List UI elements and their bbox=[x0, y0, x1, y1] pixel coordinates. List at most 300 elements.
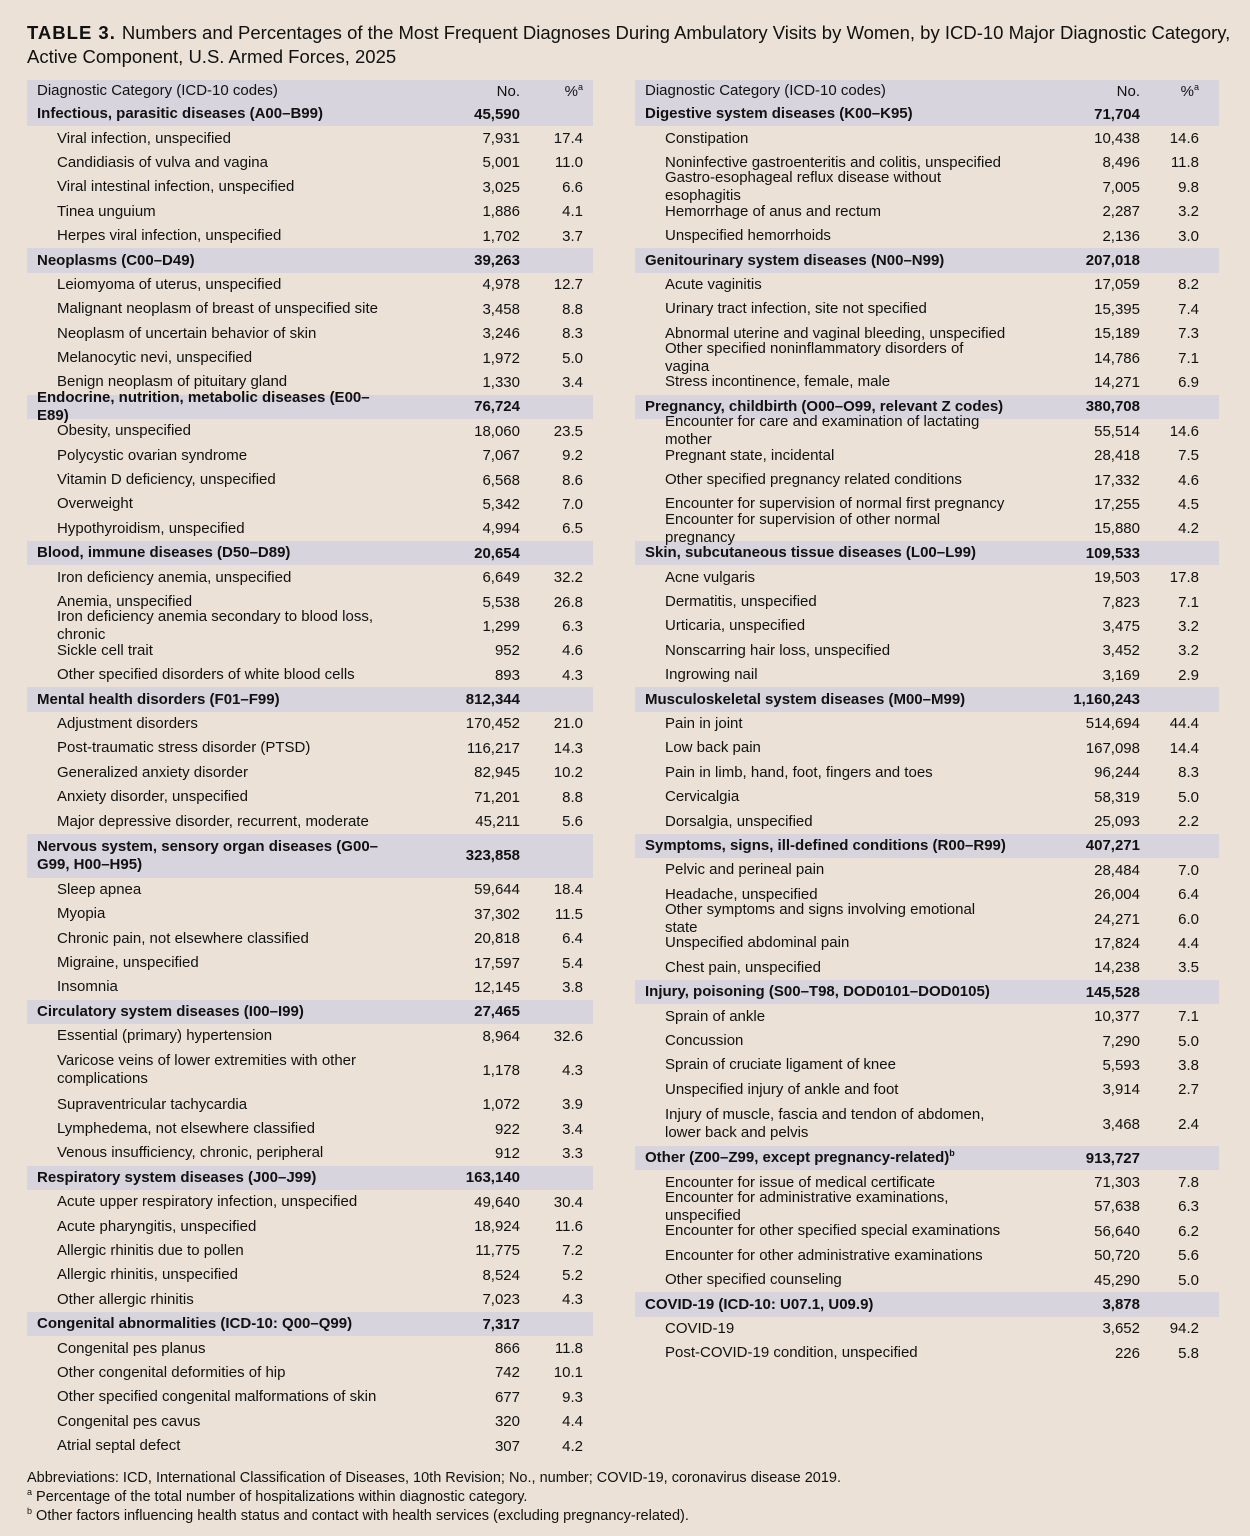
diagnosis-row bbox=[27, 200, 593, 224]
diagnosis-name: Polycystic ovarian syndrome bbox=[57, 446, 248, 464]
diagnosis-count: 866 bbox=[494, 1340, 520, 1358]
diagnosis-name: Herpes viral infection, unspecified bbox=[57, 227, 282, 245]
diagnosis-name: Chest pain, unspecified bbox=[665, 958, 821, 976]
diagnosis-percent: 4.3 bbox=[562, 1291, 583, 1309]
diagnosis-percent: 6.3 bbox=[562, 617, 583, 635]
diagnosis-percent: 23.5 bbox=[553, 422, 583, 440]
diagnosis-name: Injury of muscle, fascia and tendon of abdomen, lower back and pelvis bbox=[665, 1106, 985, 1142]
diagnosis-count: 3,025 bbox=[482, 178, 520, 196]
diagnosis-row bbox=[635, 224, 1219, 248]
category-label: Other (Z00–Z99, except pregnancy-related) bbox=[645, 1149, 950, 1167]
diagnosis-count: 3,468 bbox=[1102, 1115, 1140, 1133]
category-label: Pregnancy, childbirth (O00–O99, relevant Z codes) bbox=[645, 397, 1004, 415]
diagnosis-percent: 5.8 bbox=[1178, 1344, 1199, 1362]
diagnosis-count: 307 bbox=[494, 1437, 520, 1455]
footnote-abbreviations: Abbreviations: ICD, International Classification of Diseases, 10th Revision; No., number; COVID-19, coronavirus disease 2019. bbox=[27, 1470, 842, 1486]
category-row bbox=[635, 980, 1219, 1004]
category-label: Endocrine, nutrition, metabolic diseases (E00–E89) bbox=[37, 388, 370, 424]
diagnosis-row bbox=[27, 1410, 593, 1434]
diagnosis-count: 14,271 bbox=[1094, 373, 1140, 391]
diagnosis-row bbox=[27, 1214, 593, 1238]
diagnosis-name: Cervicalgia bbox=[665, 788, 740, 806]
diagnosis-percent: 3.2 bbox=[1178, 617, 1199, 635]
header-category: Diagnostic Category (ICD-10 codes) bbox=[645, 82, 886, 99]
diagnosis-count: 17,824 bbox=[1094, 934, 1140, 952]
diagnosis-row bbox=[27, 175, 593, 199]
diagnosis-row bbox=[27, 273, 593, 297]
category-label: Symptoms, signs, ill-defined conditions (R00–R99) bbox=[645, 836, 1006, 854]
category-count: 39,263 bbox=[474, 252, 520, 270]
diagnosis-count: 17,059 bbox=[1094, 276, 1140, 294]
diagnosis-percent: 11.5 bbox=[554, 905, 583, 923]
diagnosis-row bbox=[27, 297, 593, 321]
diagnosis-percent: 5.0 bbox=[1178, 1032, 1199, 1050]
diagnosis-count: 922 bbox=[494, 1120, 520, 1138]
category-label: Mental health disorders (F01–F99) bbox=[37, 690, 280, 708]
category-label: Digestive system diseases (K00–K95) bbox=[645, 105, 913, 123]
diagnosis-row bbox=[635, 736, 1219, 760]
diagnosis-name: Benign neoplasm of pituitary gland bbox=[57, 373, 288, 391]
diagnosis-name: Other specified counseling bbox=[665, 1271, 842, 1289]
category-name bbox=[635, 1149, 1010, 1167]
diagnosis-name: Pain in joint bbox=[665, 714, 743, 732]
diagnosis-row bbox=[27, 951, 593, 975]
diagnosis-count: 3,652 bbox=[1102, 1320, 1140, 1338]
diagnosis-percent: 6.0 bbox=[1178, 910, 1199, 928]
header-number: No. bbox=[496, 82, 520, 100]
diagnosis-row bbox=[635, 1244, 1219, 1268]
diagnosis-count: 55,514 bbox=[1094, 422, 1140, 440]
diagnosis-name: Dermatitis, unspecified bbox=[665, 593, 817, 610]
diagnosis-row bbox=[27, 1361, 593, 1385]
diagnosis-name: Low back pain bbox=[665, 739, 761, 757]
diagnosis-count: 45,211 bbox=[475, 813, 520, 831]
diagnosis-percent: 11.8 bbox=[1170, 154, 1199, 172]
diagnosis-percent: 9.2 bbox=[562, 447, 583, 465]
category-count: 913,727 bbox=[1085, 1149, 1140, 1167]
diagnosis-count: 7,023 bbox=[482, 1291, 520, 1309]
diagnosis-count: 742 bbox=[494, 1364, 520, 1382]
category-row bbox=[635, 1146, 1219, 1170]
diagnosis-row bbox=[635, 785, 1219, 809]
category-count: 163,140 bbox=[465, 1169, 520, 1187]
diagnosis-count: 82,945 bbox=[474, 764, 520, 782]
diagnosis-name: Iron deficiency anemia, unspecified bbox=[57, 568, 292, 586]
diagnosis-row bbox=[27, 878, 593, 902]
category-count: 812,344 bbox=[465, 691, 520, 709]
footnote-b-mark: b bbox=[27, 1506, 33, 1517]
diagnosis-percent: 6.4 bbox=[562, 930, 583, 948]
diagnosis-percent: 7.2 bbox=[562, 1242, 583, 1260]
diagnosis-name: Lymphedema, not elsewhere classified bbox=[57, 1120, 315, 1138]
diagnosis-row bbox=[27, 126, 593, 150]
diagnosis-percent: 26.8 bbox=[553, 593, 583, 611]
footnote-a bbox=[27, 1488, 1227, 1507]
category-label: Injury, poisoning (S00–T98, DOD0101–DOD0105) bbox=[645, 983, 990, 1001]
diagnosis-percent: 8.3 bbox=[562, 325, 583, 343]
footnote-a-text: Percentage of the total number of hospitalizations within diagnostic category. bbox=[36, 1489, 528, 1505]
diagnosis-row bbox=[635, 565, 1219, 589]
diagnosis-row bbox=[27, 785, 593, 809]
diagnosis-count: 3,452 bbox=[1102, 642, 1140, 660]
diagnosis-percent: 7.1 bbox=[1178, 1008, 1199, 1026]
category-row bbox=[27, 1166, 593, 1190]
diagnosis-percent: 8.8 bbox=[562, 300, 583, 318]
diagnosis-percent: 17.4 bbox=[553, 130, 583, 148]
category-count: 27,465 bbox=[474, 1003, 520, 1021]
diagnosis-name: Congenital pes planus bbox=[57, 1339, 206, 1357]
category-name bbox=[635, 105, 1010, 123]
diagnosis-count: 116,217 bbox=[466, 739, 520, 757]
category-name bbox=[635, 544, 1010, 562]
diagnosis-row bbox=[635, 340, 1219, 376]
diagnosis-percent: 5.0 bbox=[1178, 788, 1199, 806]
diagnosis-row bbox=[635, 200, 1219, 224]
diagnosis-percent: 4.2 bbox=[562, 1437, 583, 1455]
category-name bbox=[27, 252, 380, 270]
header-percent-label: % bbox=[564, 82, 578, 100]
diagnosis-count: 167,098 bbox=[1085, 739, 1140, 757]
diagnosis-row bbox=[27, 1336, 593, 1360]
diagnosis-name: Anxiety disorder, unspecified bbox=[57, 788, 248, 806]
diagnosis-percent: 4.1 bbox=[562, 203, 583, 221]
diagnosis-percent: 7.8 bbox=[1178, 1174, 1199, 1192]
diagnosis-percent: 4.5 bbox=[1178, 495, 1199, 513]
category-name bbox=[635, 837, 1010, 855]
category-row bbox=[27, 687, 593, 711]
diagnosis-name: Urinary tract infection, site not specified bbox=[665, 300, 927, 318]
diagnosis-name: Other symptoms and signs involving emotional state bbox=[665, 901, 976, 937]
category-count: 380,708 bbox=[1085, 398, 1140, 416]
diagnosis-percent: 5.4 bbox=[562, 954, 583, 972]
diagnosis-percent: 3.3 bbox=[562, 1144, 583, 1162]
diagnosis-percent: 3.2 bbox=[1178, 203, 1199, 221]
diagnosis-count: 1,886 bbox=[482, 203, 520, 221]
diagnosis-name: Supraventricular tachycardia bbox=[57, 1095, 248, 1113]
diagnosis-row bbox=[27, 608, 593, 644]
diagnosis-count: 3,246 bbox=[482, 325, 520, 343]
diagnosis-name: Other specified pregnancy related conditions bbox=[665, 471, 962, 489]
diagnosis-percent: 6.2 bbox=[1178, 1222, 1199, 1240]
diagnosis-count: 170,452 bbox=[465, 715, 520, 733]
diagnosis-count: 50,720 bbox=[1094, 1247, 1140, 1265]
diagnosis-row bbox=[635, 663, 1219, 687]
diagnosis-percent: 4.3 bbox=[562, 1061, 583, 1079]
diagnosis-name: Congenital pes cavus bbox=[57, 1412, 201, 1430]
header-percent bbox=[520, 83, 593, 100]
diagnosis-percent: 3.0 bbox=[1178, 227, 1199, 245]
diagnosis-count: 20,818 bbox=[474, 930, 520, 948]
footnote-b bbox=[27, 1507, 1227, 1526]
diagnosis-count: 28,484 bbox=[1094, 861, 1140, 879]
category-label: Respiratory system diseases (J00–J99) bbox=[37, 1168, 317, 1186]
diagnosis-name: Generalized anxiety disorder bbox=[57, 763, 248, 781]
diagnosis-percent: 3.7 bbox=[562, 227, 583, 245]
diagnosis-row bbox=[27, 492, 593, 516]
diagnosis-name: Urticaria, unspecified bbox=[665, 617, 806, 635]
diagnosis-name: Myopia bbox=[57, 905, 106, 923]
diagnosis-percent: 7.1 bbox=[1178, 349, 1199, 367]
diagnosis-count: 19,503 bbox=[1094, 569, 1140, 587]
diagnosis-name: Atrial septal defect bbox=[57, 1437, 181, 1455]
diagnosis-row bbox=[635, 273, 1219, 297]
diagnosis-name: Neoplasm of uncertain behavior of skin bbox=[57, 324, 317, 342]
diagnosis-row bbox=[635, 590, 1219, 614]
diagnosis-count: 3,475 bbox=[1102, 617, 1140, 635]
diagnosis-row bbox=[27, 1288, 593, 1312]
diagnosis-percent: 3.5 bbox=[1178, 959, 1199, 977]
diagnosis-count: 1,972 bbox=[482, 349, 520, 367]
header-number: No. bbox=[1116, 82, 1140, 100]
diagnosis-percent: 94.2 bbox=[1169, 1320, 1199, 1338]
diagnosis-row bbox=[27, 1092, 593, 1116]
diagnosis-name: Hypothyroidism, unspecified bbox=[57, 519, 245, 537]
diagnosis-name: Other specified congenital malformations of skin bbox=[57, 1388, 377, 1406]
diagnosis-percent: 2.9 bbox=[1178, 666, 1199, 684]
diagnosis-percent: 2.2 bbox=[1178, 813, 1199, 831]
diagnosis-count: 8,524 bbox=[482, 1266, 520, 1284]
diagnosis-percent: 3.2 bbox=[1178, 642, 1199, 660]
diagnosis-name: Sleep apnea bbox=[57, 880, 142, 898]
diagnosis-count: 10,377 bbox=[1094, 1008, 1140, 1026]
diagnosis-name: Venous insufficiency, chronic, peripheral bbox=[57, 1144, 324, 1162]
diagnosis-name: Other allergic rhinitis bbox=[57, 1290, 194, 1308]
diagnosis-count: 71,201 bbox=[474, 788, 520, 806]
diagnosis-percent: 4.6 bbox=[1178, 471, 1199, 489]
diagnosis-count: 2,287 bbox=[1102, 203, 1140, 221]
category-name bbox=[27, 1169, 380, 1187]
diagnosis-percent: 2.4 bbox=[1178, 1115, 1199, 1133]
category-row bbox=[635, 541, 1219, 565]
diagnosis-count: 45,290 bbox=[1094, 1271, 1140, 1289]
diagnosis-count: 514,694 bbox=[1085, 715, 1140, 733]
diagnosis-name: Varicose veins of lower extremities with other complications bbox=[57, 1052, 357, 1088]
diagnosis-count: 8,964 bbox=[482, 1027, 520, 1045]
diagnosis-percent: 3.4 bbox=[562, 373, 583, 391]
diagnosis-count: 15,189 bbox=[1094, 325, 1140, 343]
diagnosis-row bbox=[635, 614, 1219, 638]
category-row bbox=[27, 102, 593, 126]
diagnosis-row bbox=[635, 1219, 1219, 1243]
diagnosis-name: Nonscarring hair loss, unspecified bbox=[665, 641, 891, 659]
diagnosis-percent: 11.0 bbox=[554, 154, 583, 172]
diagnosis-row bbox=[27, 322, 593, 346]
diagnosis-row bbox=[27, 1141, 593, 1165]
diagnosis-name: Insomnia bbox=[57, 978, 118, 996]
diagnosis-row bbox=[27, 1048, 593, 1092]
diagnosis-percent: 32.6 bbox=[553, 1027, 583, 1045]
diagnosis-name: Chronic pain, not elsewhere classified bbox=[57, 929, 309, 947]
diagnosis-row bbox=[635, 169, 1219, 205]
category-name bbox=[27, 105, 380, 123]
diagnosis-percent: 7.3 bbox=[1178, 325, 1199, 343]
diagnosis-count: 7,067 bbox=[482, 447, 520, 465]
diagnosis-percent: 7.0 bbox=[562, 495, 583, 513]
diagnosis-name: Acute vaginitis bbox=[665, 275, 762, 293]
category-label: Skin, subcutaneous tissue diseases (L00–L99) bbox=[645, 544, 976, 562]
diagnosis-name: Encounter for care and examination of lactating mother bbox=[665, 413, 980, 449]
diagnosis-percent: 30.4 bbox=[553, 1193, 583, 1211]
header-percent bbox=[1140, 83, 1219, 100]
diagnosis-name: Headache, unspecified bbox=[665, 885, 818, 903]
diagnosis-percent: 9.8 bbox=[1178, 178, 1199, 196]
header-percent-note: a bbox=[577, 81, 583, 92]
diagnosis-name: Melanocytic nevi, unspecified bbox=[57, 349, 253, 367]
category-row bbox=[27, 541, 593, 565]
category-row bbox=[27, 1000, 593, 1024]
diagnosis-row bbox=[27, 565, 593, 589]
diagnosis-percent: 7.5 bbox=[1178, 447, 1199, 465]
diagnosis-count: 49,640 bbox=[474, 1193, 520, 1211]
category-count: 45,590 bbox=[474, 105, 520, 123]
diagnosis-count: 7,931 bbox=[482, 130, 520, 148]
diagnosis-row bbox=[27, 1117, 593, 1141]
diagnosis-name: Leiomyoma of uterus, unspecified bbox=[57, 275, 282, 293]
diagnosis-name: Noninfective gastroenteritis and colitis, unspecified bbox=[665, 153, 1002, 171]
diagnosis-percent: 5.0 bbox=[1178, 1271, 1199, 1289]
diagnosis-count: 3,458 bbox=[482, 300, 520, 318]
category-label: Congenital abnormalities (ICD-10: Q00–Q99) bbox=[37, 1315, 353, 1333]
category-label: Neoplasms (C00–D49) bbox=[37, 251, 195, 269]
diagnosis-name: Concussion bbox=[665, 1032, 744, 1050]
diagnosis-name: Acne vulgaris bbox=[665, 568, 756, 586]
diagnosis-row bbox=[27, 468, 593, 492]
diagnosis-name: Viral intestinal infection, unspecified bbox=[57, 178, 295, 196]
diagnosis-row bbox=[635, 126, 1219, 150]
category-name bbox=[27, 544, 380, 562]
diagnosis-count: 1,299 bbox=[482, 617, 520, 635]
diagnosis-row bbox=[27, 902, 593, 926]
diagnosis-row bbox=[635, 468, 1219, 492]
diagnosis-name: Vitamin D deficiency, unspecified bbox=[57, 471, 276, 489]
diagnosis-row bbox=[27, 443, 593, 467]
diagnosis-percent: 2.7 bbox=[1178, 1081, 1199, 1099]
diagnosis-percent: 32.2 bbox=[553, 569, 583, 587]
diagnosis-name: Allergic rhinitis due to pollen bbox=[57, 1241, 244, 1259]
header-category: Diagnostic Category (ICD-10 codes) bbox=[37, 82, 278, 99]
category-count: 71,704 bbox=[1094, 105, 1140, 123]
diagnosis-percent: 10.1 bbox=[553, 1364, 583, 1382]
diagnosis-name: Major depressive disorder, recurrent, moderate bbox=[57, 812, 369, 830]
diagnosis-percent: 12.7 bbox=[553, 276, 583, 294]
diagnosis-percent: 5.6 bbox=[1178, 1247, 1199, 1265]
category-name bbox=[27, 389, 380, 425]
category-row bbox=[27, 834, 593, 878]
category-row bbox=[635, 1292, 1219, 1316]
diagnosis-row bbox=[635, 510, 1219, 546]
diagnosis-row bbox=[27, 1263, 593, 1287]
diagnosis-name: Constipation bbox=[665, 129, 749, 147]
diagnosis-percent: 7.1 bbox=[1178, 593, 1199, 611]
diagnosis-name: Essential (primary) hypertension bbox=[57, 1027, 273, 1045]
table-title-text: Numbers and Percentages of the Most Frequent Diagnoses During Ambulatory Visits by Women, by ICD-10 Major Diagnostic Category, Active Component, U.S. Armed Forces, 2025 bbox=[27, 22, 1231, 67]
category-row bbox=[635, 834, 1219, 858]
diagnosis-row bbox=[635, 931, 1219, 955]
diagnosis-count: 6,568 bbox=[482, 471, 520, 489]
diagnosis-row bbox=[27, 712, 593, 736]
diagnosis-row bbox=[635, 443, 1219, 467]
diagnosis-count: 3,169 bbox=[1102, 666, 1140, 684]
category-label: COVID-19 (ICD-10: U07.1, U09.9) bbox=[645, 1295, 874, 1313]
diagnosis-count: 952 bbox=[494, 642, 520, 660]
diagnosis-percent: 8.6 bbox=[562, 471, 583, 489]
category-name bbox=[635, 691, 1010, 709]
diagnosis-name: Malignant neoplasm of breast of unspecified site bbox=[57, 300, 379, 318]
diagnosis-name: Gastro-esophageal reflux disease without esophagitis bbox=[665, 169, 941, 205]
category-count: 7,317 bbox=[482, 1315, 520, 1333]
diagnosis-row bbox=[27, 517, 593, 541]
diagnosis-name: Post-traumatic stress disorder (PTSD) bbox=[57, 739, 311, 757]
category-count: 207,018 bbox=[1085, 252, 1140, 270]
diagnosis-row bbox=[635, 956, 1219, 980]
header-percent-label: % bbox=[1180, 82, 1194, 100]
diagnosis-count: 15,880 bbox=[1094, 520, 1140, 538]
diagnosis-name: Unspecified injury of ankle and foot bbox=[665, 1080, 899, 1098]
category-row bbox=[27, 248, 593, 272]
category-count: 1,160,243 bbox=[1073, 691, 1140, 709]
diagnosis-name: Post-COVID-19 condition, unspecified bbox=[665, 1344, 918, 1362]
diagnosis-percent: 5.2 bbox=[562, 1266, 583, 1284]
diagnosis-row bbox=[635, 1004, 1219, 1028]
diagnosis-row bbox=[27, 927, 593, 951]
diagnosis-count: 6,649 bbox=[482, 569, 520, 587]
diagnosis-row bbox=[27, 663, 593, 687]
diagnosis-name: Iron deficiency anemia secondary to blood loss, chronic bbox=[57, 608, 374, 644]
category-name bbox=[635, 1296, 1010, 1314]
category-count: 145,528 bbox=[1085, 983, 1140, 1001]
category-row bbox=[635, 102, 1219, 126]
diagnosis-name: Encounter for other administrative examinations bbox=[665, 1246, 983, 1264]
category-row bbox=[635, 687, 1219, 711]
diagnosis-name: Encounter for other specified special examinations bbox=[665, 1222, 1001, 1240]
diagnosis-percent: 21.0 bbox=[553, 715, 583, 733]
diagnosis-row bbox=[27, 1434, 593, 1458]
category-row bbox=[635, 248, 1219, 272]
diagnosis-row bbox=[635, 1341, 1219, 1365]
diagnosis-percent: 5.6 bbox=[562, 813, 583, 831]
diagnosis-count: 677 bbox=[494, 1388, 520, 1406]
diagnosis-name: Abnormal uterine and vaginal bleeding, unspecified bbox=[665, 324, 1006, 342]
diagnosis-row bbox=[635, 712, 1219, 736]
category-name bbox=[27, 838, 380, 874]
diagnosis-row bbox=[27, 346, 593, 370]
diagnosis-count: 893 bbox=[494, 666, 520, 684]
diagnosis-name: Overweight bbox=[57, 495, 133, 513]
diagnosis-name: Adjustment disorders bbox=[57, 714, 198, 732]
diagnosis-name: Pelvic and perineal pain bbox=[665, 861, 825, 879]
diagnosis-percent: 11.6 bbox=[554, 1218, 583, 1236]
diagnosis-row bbox=[635, 639, 1219, 663]
diagnosis-row bbox=[635, 413, 1219, 449]
column-header-row bbox=[635, 80, 1219, 102]
diagnosis-row bbox=[635, 1029, 1219, 1053]
diagnosis-name: Allergic rhinitis, unspecified bbox=[57, 1266, 238, 1284]
diagnosis-count: 7,005 bbox=[1102, 178, 1140, 196]
diagnosis-name: Sprain of cruciate ligament of knee bbox=[665, 1056, 896, 1074]
diagnosis-count: 7,823 bbox=[1102, 593, 1140, 611]
category-count: 407,271 bbox=[1085, 837, 1140, 855]
diagnosis-name: Acute pharyngitis, unspecified bbox=[57, 1217, 257, 1235]
diagnosis-row bbox=[635, 1317, 1219, 1341]
diagnosis-name: Encounter for supervision of other normal pregnancy bbox=[665, 510, 941, 546]
category-label: Infectious, parasitic diseases (A00–B99) bbox=[37, 105, 323, 123]
diagnosis-percent: 4.4 bbox=[1178, 934, 1199, 952]
diagnosis-row bbox=[27, 224, 593, 248]
diagnosis-count: 56,640 bbox=[1094, 1222, 1140, 1240]
diagnosis-count: 25,093 bbox=[1094, 813, 1140, 831]
diagnosis-name: Tinea unguium bbox=[57, 202, 156, 220]
category-name bbox=[635, 983, 1010, 1001]
